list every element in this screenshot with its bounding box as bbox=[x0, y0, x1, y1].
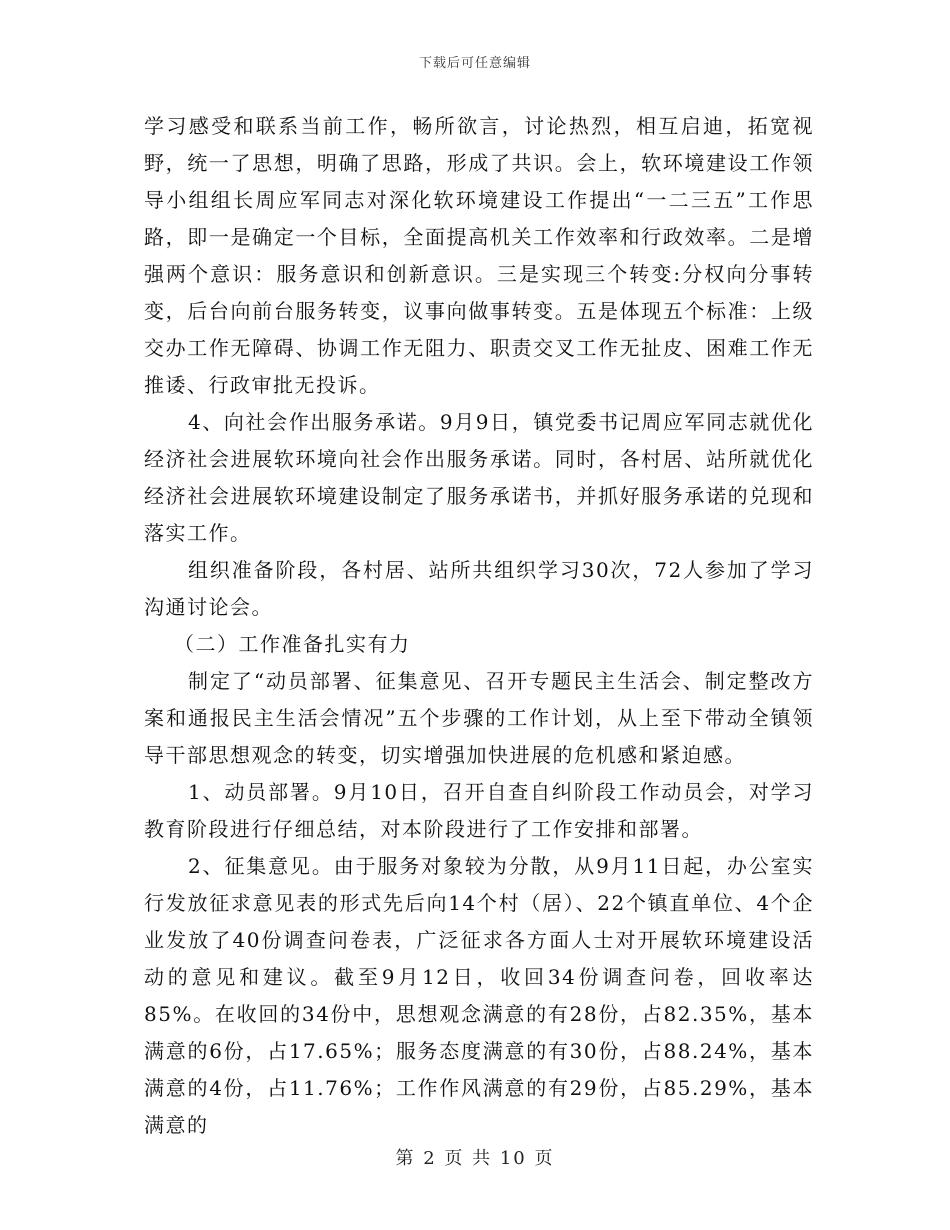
paragraph-2: 4、向社会作出服务承诺。9月9日，镇党委书记周应军同志就优化经济社会进展软环境向社会作出服务承诺。同时，各村居、站所就优化经济社会进展软环境建设制定了服务承诺书，并抓好服务承诺的兑现和落实工作。 bbox=[144, 410, 814, 545]
page-number-footer: 第 2 页 共 10 页 bbox=[395, 1148, 555, 1169]
page-header: 下载后可任意编辑 bbox=[418, 56, 531, 71]
document-body bbox=[144, 108, 814, 1144]
section-heading: （二）工作准备扎实有力 bbox=[174, 632, 411, 656]
paragraph-6: 1、动员部署。9月10日，召开自查自纠阶段工作动员会，对学习教育阶段进行仔细总结，对本阶段进行了工作安排和部署。 bbox=[144, 780, 814, 841]
paragraph-5: 制定了“动员部署、征集意见、召开专题民主生活会、制定整改方案和通报民主生活会情况”五个步骤的工作计划，从上至下带动全镇领导干部思想观念的转变，切实增强加快进展的危机感和紧迫感。 bbox=[144, 669, 814, 767]
paragraph-1: 学习感受和联系当前工作，畅所欲言，讨论热烈，相互启迪，拓宽视野，统一了思想，明确了思路，形成了共识。会上，软环境建设工作领导小组组长周应军同志对深化软环境建设工作提出“一二三五”工作思路，即一是确定一个目标，全面提高机关工作效率和行政效率。二是增强两个意识：服务意识和创新意识。三是实现三个转变:分权向分事转变，后台向前台服务转变，议事向做事转变。五是体现五个标准：上级交办工作无障碍、协调工作无阻力、职责交叉工作无扯皮、困难工作无推诿、行政审批无投诉。 bbox=[144, 114, 814, 397]
paragraph-7: 2、征集意见。由于服务对象较为分散，从9月11日起，办公室实行发放征求意见表的形式先后向14个村（居）、22个镇直单位、4个企业发放了40份调查问卷表，广泛征求各方面人士对开展软环境建设活动的意见和建议。截至9月12日，收回34份调查问卷，回收率达85%。在收回的34份中，思想观念满意的有28份，占82.35%，基本满意的6份，占17.65%；服务态度满意的有30份，占88.24%，基本满意的4份，占11.76%；工作作风满意的有29份，占85.29%，基本满意的 bbox=[144, 854, 814, 1137]
paragraph-3: 组织准备阶段，各村居、站所共组织学习30次，72人参加了学习沟通讨论会。 bbox=[144, 558, 814, 619]
